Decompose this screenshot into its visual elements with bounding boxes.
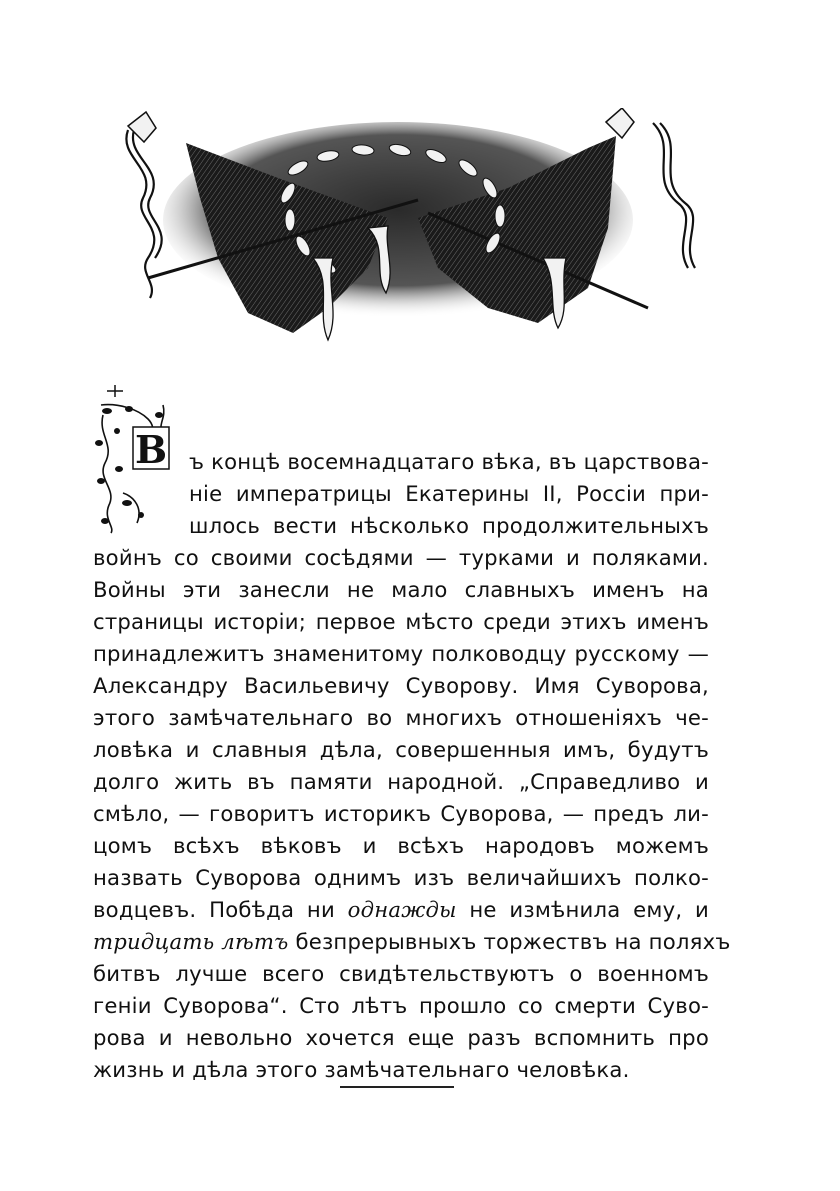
text-line: ловѣка и славныя дѣла, совершенныя имъ, будутъ [93,737,709,762]
headpiece-illustration [88,108,708,398]
text-line: жизнь и дѣла этого замѣчательнаго человѣка. [93,1057,630,1082]
text-line: этого замѣчательнаго во многихъ отношеніяхъ че- [93,705,709,730]
text-line: смѣло, — говоритъ историкъ Суворова, — предъ ли- [93,801,709,826]
text-line: Войны эти занесли не мало славныхъ именъ на [93,577,709,602]
text-line: страницы исторіи; первое мѣсто среди этихъ именъ [93,609,709,634]
text-line: битвъ лучше всего свидѣтельствуютъ о военномъ [93,961,709,986]
text-line [93,894,709,926]
italic-run: тридцать лѣтъ [93,929,289,954]
text-line [93,926,731,958]
text-run: безпрерывныхъ торжествъ на поляхъ [288,929,731,954]
text-line: рова и невольно хочется еще разъ вспомнить про [93,1025,709,1050]
text-line: геніи Суворова“. Сто лѣтъ прошло со смерти Суво- [93,993,709,1018]
text-run: водцевъ. Побѣда ни [93,897,348,922]
end-rule [340,1086,454,1088]
text-line: назвать Суворова однимъ изъ величайшихъ полко- [93,865,709,890]
text-line: ніе императрицы Екатерины II, Россіи при- [189,481,709,506]
text-line: ъ концѣ восемнадцатаго вѣка, въ царствова- [189,449,709,474]
text-run: не измѣнила ему, и [456,897,709,922]
ornamental-initial [93,385,175,535]
text-line: шлось вести нѣсколько продолжительныхъ [189,513,709,538]
italic-run: однажды [347,897,457,922]
text-line: войнъ со своими сосѣдями — турками и поляками. [93,545,709,570]
text-line: цомъ всѣхъ вѣковъ и всѣхъ народовъ можемъ [93,833,709,858]
text-line: принадлежитъ знаменитому полководцу русскому — [93,641,709,666]
initial-letter: В [134,427,168,472]
text-line: долго жить въ памяти народной. „Справедливо и [93,769,709,794]
text-line: Александру Васильевичу Суворову. Имя Суворова, [93,673,709,698]
